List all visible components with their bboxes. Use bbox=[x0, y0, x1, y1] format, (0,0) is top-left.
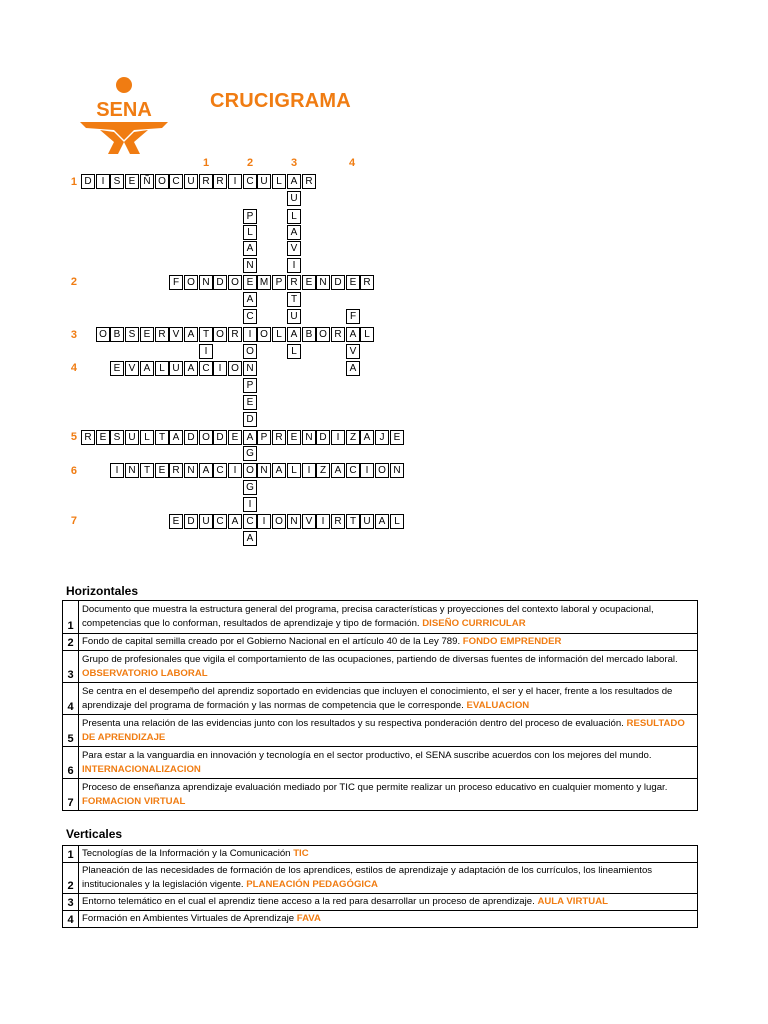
crossword-cell: C bbox=[169, 174, 183, 189]
crossword-cell: R bbox=[360, 275, 374, 290]
crossword-cell: D bbox=[184, 430, 198, 445]
clue-text: Entorno telemático en el cual el aprendiz tiene acceso a la red para desarrollar un proceso de aprendizaje. bbox=[82, 896, 535, 907]
crossword-cell: A bbox=[169, 430, 183, 445]
crossword-cell: E bbox=[96, 430, 110, 445]
clue-answer: FAVA bbox=[296, 913, 321, 924]
clue-cell bbox=[79, 779, 698, 811]
crossword-cell: L bbox=[140, 430, 154, 445]
row-number: 5 bbox=[70, 431, 77, 443]
crossword-cell: O bbox=[257, 327, 271, 342]
sena-logo bbox=[78, 76, 170, 156]
crossword-cell: E bbox=[287, 430, 301, 445]
crossword-cell: V bbox=[169, 327, 183, 342]
crossword-cell: I bbox=[316, 514, 330, 529]
horizontales-table bbox=[62, 600, 698, 811]
column-number: 4 bbox=[348, 157, 356, 169]
crossword-cell: I bbox=[360, 463, 374, 478]
column-number: 1 bbox=[202, 157, 210, 169]
clue-number: 2 bbox=[63, 634, 79, 651]
crossword-cell: V bbox=[125, 361, 139, 376]
crossword-cell: D bbox=[331, 275, 345, 290]
crossword-cell: D bbox=[184, 514, 198, 529]
crossword-cell: C bbox=[243, 309, 257, 324]
clue-text: Presenta una relación de las evidencias junto con los resultados y su respectiva ponderación dentro del proceso de evaluación. bbox=[82, 717, 624, 729]
clue-cell bbox=[79, 846, 698, 863]
crossword-cell: E bbox=[140, 327, 154, 342]
crossword-cell: I bbox=[331, 430, 345, 445]
crossword-cell: C bbox=[199, 361, 213, 376]
clue-row bbox=[63, 894, 698, 911]
crossword-cell: L bbox=[155, 361, 169, 376]
crossword-cell: E bbox=[390, 430, 404, 445]
crossword-cell: R bbox=[228, 327, 242, 342]
verticales-heading: Verticales bbox=[66, 827, 123, 841]
crossword-cell: A bbox=[243, 430, 257, 445]
crossword-cell: I bbox=[228, 174, 242, 189]
clue-number: 7 bbox=[63, 779, 79, 811]
clue-number: 3 bbox=[63, 651, 79, 683]
crossword-cell: D bbox=[81, 174, 95, 189]
row-number: 1 bbox=[70, 176, 77, 188]
crossword-cell: O bbox=[228, 275, 242, 290]
crossword-cell: O bbox=[155, 174, 169, 189]
clue-number: 3 bbox=[63, 894, 79, 911]
crossword-cell: T bbox=[140, 463, 154, 478]
crossword-cell: O bbox=[199, 430, 213, 445]
crossword-cell: N bbox=[184, 463, 198, 478]
crossword-cell: E bbox=[346, 275, 360, 290]
crossword-cell: A bbox=[243, 531, 257, 546]
crossword-cell: A bbox=[184, 361, 198, 376]
crossword-cell: E bbox=[155, 463, 169, 478]
row-number: 4 bbox=[70, 362, 77, 374]
crossword-cell: L bbox=[287, 463, 301, 478]
crossword-cell: L bbox=[287, 344, 301, 359]
clue-answer: EVALUACION bbox=[466, 699, 530, 711]
crossword-cell: L bbox=[272, 174, 286, 189]
clue-row bbox=[63, 601, 698, 634]
crossword-cell: M bbox=[257, 275, 271, 290]
crossword-cell: I bbox=[96, 174, 110, 189]
crossword-cell: C bbox=[243, 514, 257, 529]
clue-answer: INTERNACIONALIZACION bbox=[82, 763, 201, 775]
crossword-cell: O bbox=[243, 463, 257, 478]
crossword-cell: P bbox=[243, 378, 257, 393]
clue-text: Se centra en el desempeño del aprendiz soportado en evidencias que incluyen el conocimiento, el ser y el hacer, frente a los resultados de aprendizaje del programa de formación y las normas de competencia que le corresponde. bbox=[82, 685, 673, 711]
crossword-cell: C bbox=[213, 514, 227, 529]
crossword-cell: T bbox=[199, 327, 213, 342]
crossword-cell: A bbox=[331, 463, 345, 478]
crossword-cell: N bbox=[125, 463, 139, 478]
crossword-cell: L bbox=[272, 327, 286, 342]
crossword-cell: I bbox=[243, 497, 257, 512]
crossword-cell: L bbox=[287, 209, 301, 224]
crossword-cell: L bbox=[243, 225, 257, 240]
crossword-cell: N bbox=[243, 258, 257, 273]
clue-cell bbox=[79, 911, 698, 928]
clue-answer: OBSERVATORIO LABORAL bbox=[82, 667, 208, 679]
crossword-cell: I bbox=[243, 327, 257, 342]
page-title: CRUCIGRAMA bbox=[210, 90, 351, 112]
crossword-cell: D bbox=[243, 412, 257, 427]
crossword-cell: N bbox=[302, 430, 316, 445]
crossword-cell: U bbox=[199, 514, 213, 529]
crossword-cell: R bbox=[331, 514, 345, 529]
crossword-cell: I bbox=[228, 463, 242, 478]
crossword-cell: U bbox=[257, 174, 271, 189]
crossword-cell: G bbox=[243, 480, 257, 495]
crossword-cell: U bbox=[184, 174, 198, 189]
clue-answer: AULA VIRTUAL bbox=[537, 896, 608, 907]
clue-row bbox=[63, 715, 698, 747]
clue-text: Fondo de capital semilla creado por el Gobierno Nacional en el artículo 40 de la Ley 789. bbox=[82, 636, 461, 647]
clue-row bbox=[63, 747, 698, 779]
clue-text: Grupo de profesionales que vigila el comportamiento de las ocupaciones, partiendo de diversas fuentes de información del mercado laboral. bbox=[82, 653, 678, 665]
row-number: 2 bbox=[70, 276, 77, 288]
row-number: 3 bbox=[70, 329, 77, 341]
clue-row bbox=[63, 911, 698, 928]
crossword-cell: O bbox=[272, 514, 286, 529]
crossword-cell: N bbox=[199, 275, 213, 290]
crossword-cell: B bbox=[110, 327, 124, 342]
crossword-cell: R bbox=[199, 174, 213, 189]
svg-text:SENA: SENA bbox=[96, 99, 152, 121]
clue-text: Para estar a la vanguardia en innovación y tecnología en el sector productivo, el SENA suscribe acuerdos con los mejores del mundo. bbox=[82, 749, 652, 761]
crossword-cell: G bbox=[243, 446, 257, 461]
clue-number: 2 bbox=[63, 863, 79, 894]
clue-row bbox=[63, 779, 698, 811]
crossword-cell: U bbox=[169, 361, 183, 376]
clue-cell bbox=[79, 651, 698, 683]
clue-text: Tecnologías de la Información y la Comunicación bbox=[82, 848, 291, 859]
crossword-cell: O bbox=[375, 463, 389, 478]
clue-text: Proceso de enseñanza aprendizaje evaluación mediado por TIC que permite realizar un proceso educativo en cualquier momento y lugar. bbox=[82, 781, 668, 793]
crossword-cell: I bbox=[213, 361, 227, 376]
crossword-cell: T bbox=[155, 430, 169, 445]
crossword-cell: F bbox=[346, 309, 360, 324]
crossword-cell: R bbox=[155, 327, 169, 342]
crossword-cell: N bbox=[243, 361, 257, 376]
row-number: 6 bbox=[70, 465, 77, 477]
crossword-cell: R bbox=[302, 174, 316, 189]
crossword-cell: E bbox=[243, 275, 257, 290]
clue-answer: FORMACION VIRTUAL bbox=[82, 795, 186, 807]
clue-answer: FONDO EMPRENDER bbox=[462, 636, 562, 647]
clue-row bbox=[63, 846, 698, 863]
crossword-cell: R bbox=[331, 327, 345, 342]
clue-row bbox=[63, 634, 698, 651]
crossword-cell: Z bbox=[316, 463, 330, 478]
crossword-cell: O bbox=[184, 275, 198, 290]
crossword-cell: D bbox=[316, 430, 330, 445]
horizontales-heading: Horizontales bbox=[66, 584, 139, 598]
crossword-cell: O bbox=[243, 344, 257, 359]
crossword-cell: N bbox=[316, 275, 330, 290]
crossword-cell: V bbox=[287, 241, 301, 256]
clue-row bbox=[63, 683, 698, 715]
crossword-cell: N bbox=[390, 463, 404, 478]
clue-number: 1 bbox=[63, 846, 79, 863]
crossword-cell: A bbox=[346, 327, 360, 342]
crossword-cell: O bbox=[316, 327, 330, 342]
clue-row bbox=[63, 651, 698, 683]
crossword-cell: O bbox=[228, 361, 242, 376]
clue-number: 6 bbox=[63, 747, 79, 779]
crossword-cell: T bbox=[287, 292, 301, 307]
crossword-cell: C bbox=[346, 463, 360, 478]
crossword-cell: A bbox=[243, 241, 257, 256]
clue-cell bbox=[79, 747, 698, 779]
column-number: 3 bbox=[290, 157, 298, 169]
crossword-cell: R bbox=[287, 275, 301, 290]
crossword-cell: U bbox=[360, 514, 374, 529]
crossword-cell: I bbox=[257, 514, 271, 529]
crossword-cell: D bbox=[213, 275, 227, 290]
clue-cell bbox=[79, 601, 698, 634]
crossword-cell: S bbox=[125, 327, 139, 342]
row-number: 7 bbox=[70, 515, 77, 527]
crossword-cell: J bbox=[375, 430, 389, 445]
crossword-cell: T bbox=[346, 514, 360, 529]
clue-text: Documento que muestra la estructura general del programa, precisa características y proyecciones del contexto laboral y ocupacional, competencias que lo conforman, resultados de aprendizaje y tipo de formación. bbox=[82, 604, 654, 629]
crossword-cell: A bbox=[199, 463, 213, 478]
crossword-cell: A bbox=[184, 327, 198, 342]
verticales-table bbox=[62, 845, 698, 928]
clue-text: Planeación de las necesidades de formación de los aprendices, estilos de aprendizaje y adaptación de los currículos, los lineamientos institucionales y la legislación vigente. bbox=[82, 865, 653, 890]
crossword-cell: Ñ bbox=[140, 174, 154, 189]
crossword-cell: I bbox=[199, 344, 213, 359]
clue-cell bbox=[79, 715, 698, 747]
crossword-cell: I bbox=[302, 463, 316, 478]
crossword-cell: E bbox=[228, 430, 242, 445]
crossword-cell: L bbox=[390, 514, 404, 529]
clue-cell bbox=[79, 894, 698, 911]
crossword-cell: E bbox=[110, 361, 124, 376]
crossword-cell: A bbox=[360, 430, 374, 445]
crossword-cell: F bbox=[169, 275, 183, 290]
crossword-cell: O bbox=[96, 327, 110, 342]
clue-answer: DISEÑO CURRICULAR bbox=[422, 618, 526, 629]
crossword-cell: S bbox=[110, 174, 124, 189]
crossword-cell: P bbox=[272, 275, 286, 290]
crossword-cell: L bbox=[360, 327, 374, 342]
crossword-cell: C bbox=[213, 463, 227, 478]
crossword-cell: A bbox=[287, 174, 301, 189]
clue-number: 5 bbox=[63, 715, 79, 747]
crossword-cell: R bbox=[213, 174, 227, 189]
crossword-cell: U bbox=[287, 309, 301, 324]
crossword-cell: I bbox=[287, 258, 301, 273]
crossword-cell: E bbox=[302, 275, 316, 290]
clue-answer: RESULTADO DE APRENDIZAJE bbox=[82, 717, 685, 743]
crossword-cell: E bbox=[243, 395, 257, 410]
crossword-cell: A bbox=[272, 463, 286, 478]
crossword-cell: R bbox=[81, 430, 95, 445]
crossword-cell: O bbox=[213, 327, 227, 342]
crossword-cell: A bbox=[346, 361, 360, 376]
crossword-cell: E bbox=[169, 514, 183, 529]
crossword-cell: D bbox=[213, 430, 227, 445]
crossword-cell: A bbox=[287, 327, 301, 342]
crossword-cell: R bbox=[272, 430, 286, 445]
crossword-cell: A bbox=[375, 514, 389, 529]
crossword-cell: U bbox=[287, 191, 301, 206]
clue-text: Formación en Ambientes Virtuales de Aprendizaje bbox=[82, 913, 295, 924]
clue-answer: PLANEACIÓN PEDAGÓGICA bbox=[246, 879, 378, 890]
crossword-cell: S bbox=[110, 430, 124, 445]
crossword-cell: Z bbox=[346, 430, 360, 445]
crossword-cell: B bbox=[302, 327, 316, 342]
crossword-cell: A bbox=[140, 361, 154, 376]
column-number: 2 bbox=[246, 157, 254, 169]
crossword-cell: A bbox=[287, 225, 301, 240]
crossword-cell: N bbox=[257, 463, 271, 478]
crossword-cell: U bbox=[125, 430, 139, 445]
crossword-cell: V bbox=[302, 514, 316, 529]
crossword-cell: I bbox=[110, 463, 124, 478]
clue-number: 4 bbox=[63, 683, 79, 715]
crossword-cell: A bbox=[228, 514, 242, 529]
crossword-cell: R bbox=[169, 463, 183, 478]
crossword-cell: V bbox=[346, 344, 360, 359]
clue-cell bbox=[79, 634, 698, 651]
clue-cell bbox=[79, 683, 698, 715]
clue-answer: TIC bbox=[293, 848, 309, 859]
clue-number: 1 bbox=[63, 601, 79, 634]
clue-number: 4 bbox=[63, 911, 79, 928]
crossword-cell: N bbox=[287, 514, 301, 529]
crossword-cell: E bbox=[125, 174, 139, 189]
crossword-cell: P bbox=[243, 209, 257, 224]
crossword-cell: C bbox=[243, 174, 257, 189]
clue-row bbox=[63, 863, 698, 894]
clue-cell bbox=[79, 863, 698, 894]
crossword-cell: A bbox=[243, 292, 257, 307]
crossword-cell: P bbox=[257, 430, 271, 445]
